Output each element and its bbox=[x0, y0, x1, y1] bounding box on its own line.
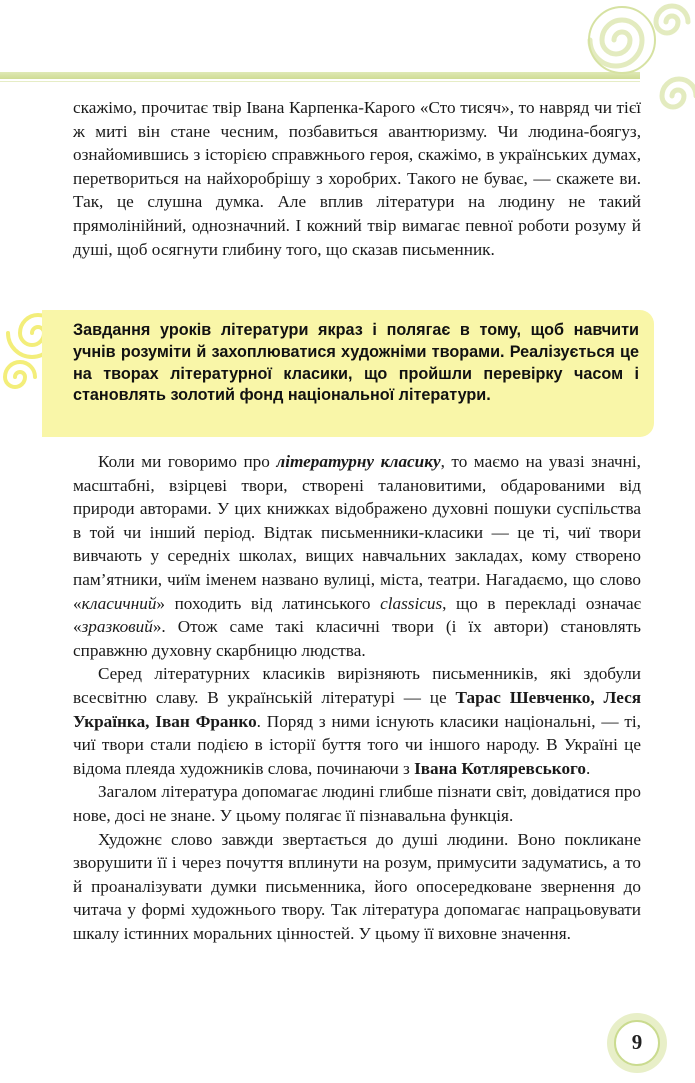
kotliarevsky-name: Івана Котляревського bbox=[414, 758, 587, 778]
classic-names: Тарас Шевченко, Леся Українка, Іван Франко bbox=[73, 687, 641, 731]
highlight-statement: Завдання уроків літератури якраз і полягає в тому, щоб навчити учнів розуміти й захоплюватися художніми творами. Реалізується це на творах літературної класики, що пройшли перевірку часом і становлять золотий фонд національної літератури. bbox=[73, 321, 639, 405]
term-literary-classics: літературну класику bbox=[276, 452, 441, 471]
header-rule bbox=[0, 72, 640, 79]
paragraph-classics: Коли ми говоримо про літературну класику, то маємо на увазі значні, масштабні, взірцеві твори, створені талановитими, обдарованими від природи авторами. У цих книжках відображено духовні пошуки суспільства в той чи інший період. Відтак письменники-класики — це ті, чиї твори вивчають у середніх школах, вищих навчальних закладах, кому створено пам’ятники, чиїм іменем названо вулиці, міста, театри. Нагадаємо, що слово «класичний» походить від латинського classicus, що в перекладі означає «зразковий». Отож саме такі класичні твори (і їх автори) становлять справжню духовну скарбницю людства. bbox=[73, 452, 641, 660]
page-number: 9 bbox=[614, 1020, 660, 1066]
term-classical: класичний bbox=[81, 593, 157, 613]
paragraph-world-classics: Серед літературних класиків вирізняють письменників, які здобули всесвітню славу. В українській літературі — це Тарас Шевченко, Леся Українка, Іван Франко. Поряд з ними існують класики національні, — ті, чиї твори стали подією в історії буття того чи іншого народу. В Україні це відома плеяда художників слова, починаючи з Івана Котляревського. bbox=[73, 664, 641, 778]
header-rule-thin bbox=[0, 81, 640, 82]
body-text-block-1 bbox=[73, 96, 641, 261]
paragraph-educational-function: Художнє слово завжди звертається до душі людини. Воно покликане зворушити її і через почуття вплинути на розум, примусити задуматись, а то й проаналізувати думки письменника, його опосередковане звернення до читача у формі художнього твору. Так література допомагає напрацьовувати шкалу істинних моральних цінностей. У цьому її виховне значення. bbox=[73, 829, 641, 943]
body-text-block-2 bbox=[73, 450, 641, 945]
term-exemplary: зразковий bbox=[81, 617, 153, 637]
term-classicus: classicus bbox=[380, 593, 443, 613]
paragraph-intro: скажімо, прочитає твір Івана Карпенка-Карого «Сто тисяч», то навряд чи тієї ж миті він стане чесним, позбавиться авантюризму. Чи людина-боягуз, ознайомившись з історією справжнього героя, скажімо, в українських думах, перетвориться на найхоробрішу з хоробрих. Такого не буває, — скажете ви. Так, це слушна думка. Але вплив літератури на людину не такий прямолінійний, однозначний. І кожний твір вимагає певної роботи розуму й душі, щоб осягнути глибину того, що сказав письменник. bbox=[73, 98, 641, 259]
paragraph-cognitive-function: Загалом література допомагає людині глибше пізнати світ, довідатися про нове, досі не знане. У цьому полягає її пізнавальна функція. bbox=[73, 782, 641, 825]
